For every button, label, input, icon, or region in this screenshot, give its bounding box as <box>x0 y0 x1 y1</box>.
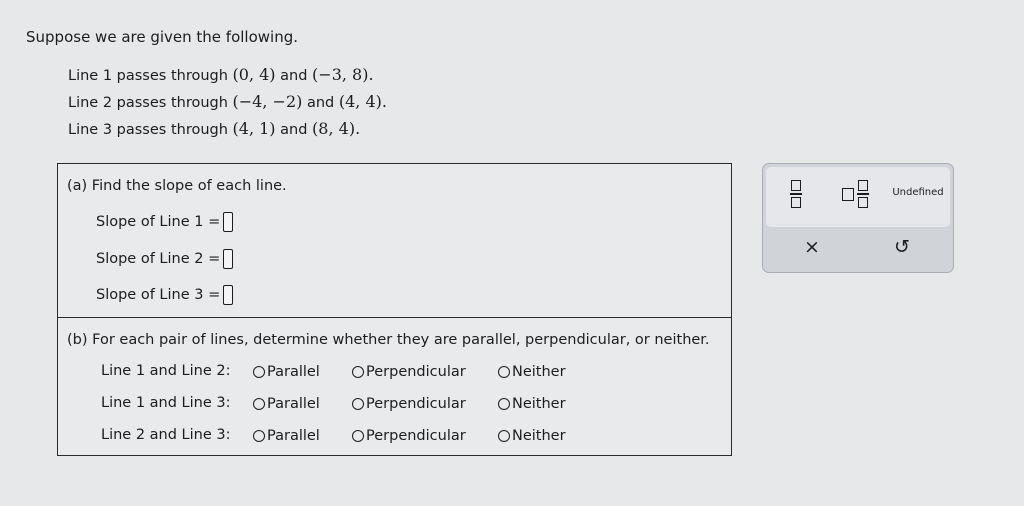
radio-icon[interactable] <box>352 366 364 378</box>
slope-line-2-label: Slope of Line 2 = <box>96 251 221 267</box>
line-3-point-2: (8, 4). <box>312 119 361 138</box>
line-3-statement <box>68 116 387 143</box>
pair-1-3-neither-option[interactable] <box>498 396 566 412</box>
radio-icon[interactable] <box>352 430 364 442</box>
part-b-question: (b) For each pair of lines, determine whether they are parallel, perpendicular, or neither. <box>67 332 710 348</box>
radio-icon[interactable] <box>253 398 265 410</box>
pair-1-2-parallel-option[interactable] <box>253 364 320 380</box>
given-lines <box>68 62 387 143</box>
radio-icon[interactable] <box>253 430 265 442</box>
slope-line-1-input[interactable] <box>223 212 233 232</box>
radio-icon[interactable] <box>498 398 510 410</box>
line-1-point-1: (0, 4) <box>232 65 276 84</box>
line-3-and: and <box>280 122 308 138</box>
pair-1-2-perpendicular-option[interactable] <box>352 364 466 380</box>
pair-1-3-parallel-option[interactable] <box>253 396 320 412</box>
option-label: Perpendicular <box>366 364 466 380</box>
close-icon: × <box>804 236 820 258</box>
radio-icon[interactable] <box>498 366 510 378</box>
pair-2-3-neither-option[interactable] <box>498 428 566 444</box>
option-label: Parallel <box>267 364 320 380</box>
math-palette <box>762 163 954 273</box>
part-a <box>58 164 731 318</box>
pair-2-3-perpendicular-option[interactable] <box>352 428 466 444</box>
option-label: Neither <box>512 396 566 412</box>
fraction-icon <box>790 180 802 208</box>
option-label: Parallel <box>267 428 320 444</box>
undefined-button[interactable]: Undefined <box>892 186 944 198</box>
pair-1-3-label: Line 1 and Line 3: <box>101 395 231 411</box>
slope-line-2-input[interactable] <box>223 249 233 269</box>
pair-2-3-label: Line 2 and Line 3: <box>101 427 231 443</box>
slope-line-1-label: Slope of Line 1 = <box>96 214 221 230</box>
line-1-point-2: (−3, 8). <box>312 65 374 84</box>
radio-icon[interactable] <box>498 430 510 442</box>
line-1-statement <box>68 62 387 89</box>
pair-2-3-parallel-option[interactable] <box>253 428 320 444</box>
mixed-number-whole-icon <box>842 188 854 201</box>
slope-line-2-row <box>96 249 233 269</box>
option-label: Parallel <box>267 396 320 412</box>
radio-icon[interactable] <box>352 398 364 410</box>
fraction-button[interactable] <box>785 178 807 210</box>
line-2-statement <box>68 89 387 116</box>
line-1-label: Line 1 passes through <box>68 68 228 84</box>
line-3-label: Line 3 passes through <box>68 122 228 138</box>
slope-line-3-label: Slope of Line 3 = <box>96 287 221 303</box>
question-panel <box>57 163 732 456</box>
undo-button[interactable] <box>889 234 915 260</box>
option-label: Perpendicular <box>366 396 466 412</box>
mixed-number-fraction-icon <box>857 180 869 208</box>
slope-line-1-row <box>96 212 233 232</box>
option-label: Neither <box>512 364 566 380</box>
slope-line-3-input[interactable] <box>223 285 233 305</box>
pair-1-3-perpendicular-option[interactable] <box>352 396 466 412</box>
part-a-question: (a) Find the slope of each line. <box>67 178 287 194</box>
line-2-point-2: (4, 4). <box>338 92 387 111</box>
line-1-and: and <box>280 68 308 84</box>
option-label: Perpendicular <box>366 428 466 444</box>
pair-1-2-neither-option[interactable] <box>498 364 566 380</box>
line-2-label: Line 2 passes through <box>68 95 228 111</box>
line-3-point-1: (4, 1) <box>232 119 276 138</box>
line-2-point-1: (−4, −2) <box>232 92 303 111</box>
undo-icon: ↺ <box>894 236 910 258</box>
radio-icon[interactable] <box>253 366 265 378</box>
clear-button[interactable] <box>799 234 825 260</box>
line-2-and: and <box>306 95 335 111</box>
option-label: Neither <box>512 428 566 444</box>
slope-line-3-row <box>96 285 233 305</box>
mixed-number-button[interactable] <box>837 178 873 210</box>
intro-text: Suppose we are given the following. <box>26 28 299 46</box>
pair-1-2-label: Line 1 and Line 2: <box>101 363 231 379</box>
